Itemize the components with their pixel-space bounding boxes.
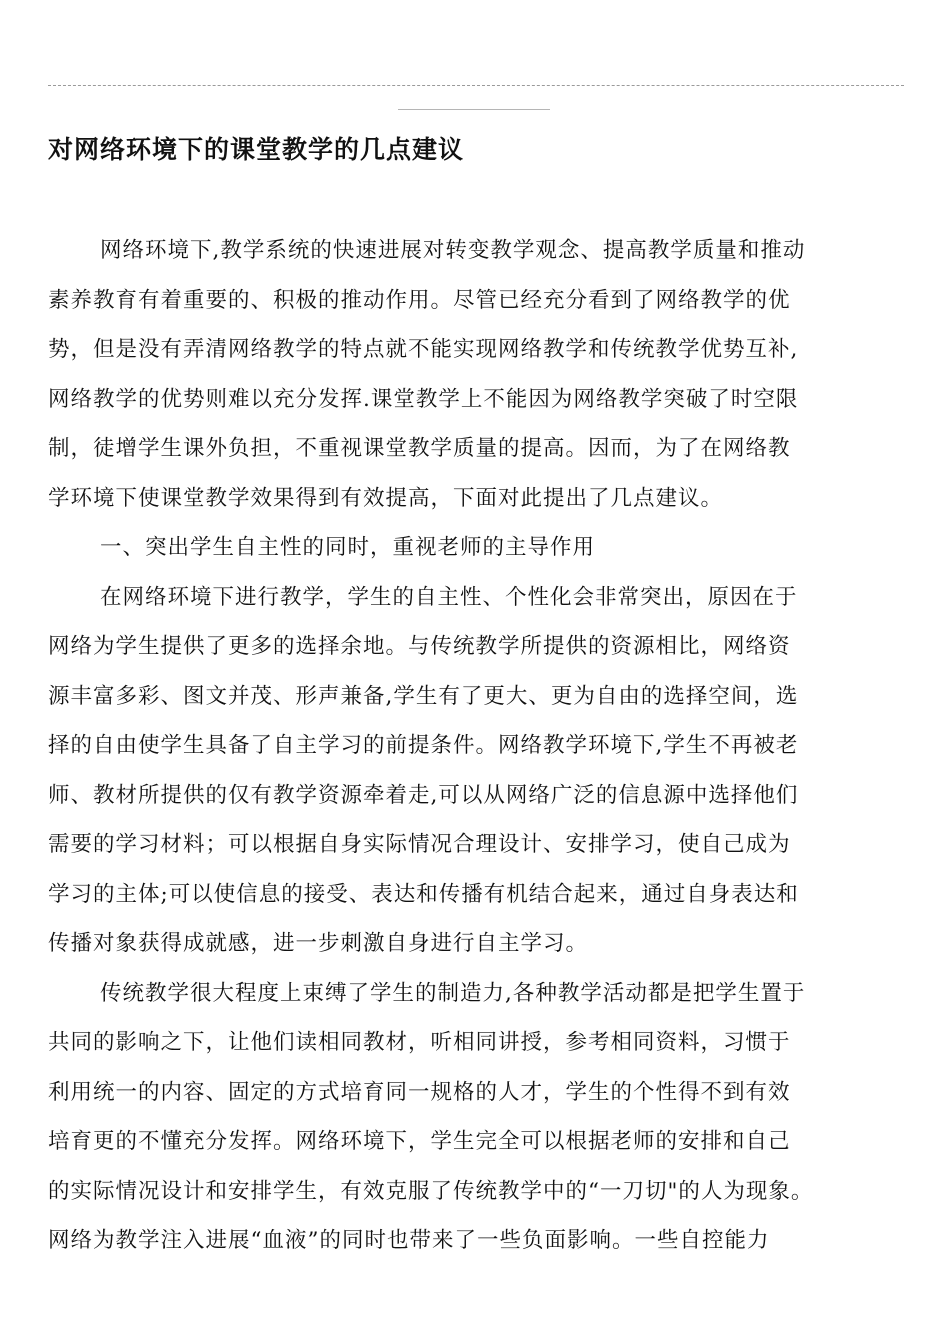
paragraph-line: 学环境下使课堂教学效果得到有效提高，下面对此提出了几点建议。 bbox=[48, 485, 724, 511]
paragraph-line: 源丰富多彩、图文并茂、形声兼备,学生有了更大、更为自由的选择空间，选 bbox=[48, 683, 799, 709]
paragraph-line: 网络教学的优势则难以充分发挥.课堂教学上不能因为网络教学突破了时空限 bbox=[48, 386, 799, 412]
paragraph-line: 师、教材所提供的仅有教学资源牵着走,可以从网络广泛的信息源中选择他们 bbox=[48, 782, 799, 808]
paragraph-line: 共同的影响之下，让他们读相同教材，听相同讲授，参考相同资料，习惯于 bbox=[48, 1030, 791, 1055]
paragraph-line: 传播对象获得成就感，进一步刺激自身进行自主学习。 bbox=[48, 931, 589, 956]
paragraph-line: 网络环境下,教学系统的快速进展对转变教学观念、提高教学质量和推动 bbox=[100, 238, 806, 263]
paragraph-line: 素养教育有着重要的、积极的推动作用。尽管已经充分看到了网络教学的优 bbox=[48, 287, 791, 313]
paragraph-line: 的实际情况设计和安排学生，有效克服了传统教学中的“一刀切"的人为现象。 bbox=[48, 1178, 814, 1204]
header-short-rule bbox=[398, 109, 550, 110]
paragraph-line: 择的自由使学生具备了自主学习的前提条件。网络教学环境下,学生不再被老 bbox=[48, 733, 799, 758]
header-divider bbox=[48, 85, 904, 86]
paragraph-line: 制，徒增学生课外负担，不重视课堂教学质量的提高。因而，为了在网络教 bbox=[48, 436, 791, 461]
paragraph-line: 利用统一的内容、固定的方式培育同一规格的人才，学生的个性得不到有效 bbox=[48, 1079, 791, 1105]
paragraph-line: 传统教学很大程度上束缚了学生的制造力,各种教学活动都是把学生置于 bbox=[100, 980, 806, 1006]
document-body bbox=[48, 226, 904, 1266]
paragraph-line: 需要的学习材料；可以根据自身实际情况合理设计、安排学习，使自己成为 bbox=[48, 832, 791, 857]
paragraph-line: 在网络环境下进行教学，学生的自主性、个性化会非常突出，原因在于 bbox=[100, 584, 798, 610]
paragraph-line: 培育更的不懂充分发挥。网络环境下，学生完全可以根据老师的安排和自己 bbox=[48, 1129, 791, 1154]
section-heading: 一、突出学生自主性的同时，重视老师的主导作用 bbox=[100, 535, 596, 560]
document-title: 对网络环境下的课堂教学的几点建议 bbox=[48, 135, 465, 164]
paragraph-line: 网络为学生提供了更多的选择余地。与传统教学所提供的资源相比，网络资 bbox=[48, 634, 791, 659]
paragraph-line: 网络为教学注入进展“血液”的同时也带来了一些负面影响。一些自控能力 bbox=[48, 1228, 770, 1253]
paragraph-line: 学习的主体;可以使信息的接受、表达和传播有机结合起来，通过自身表达和 bbox=[48, 881, 799, 907]
paragraph-line: 势，但是没有弄清网络教学的特点就不能实现网络教学和传统教学优势互补, bbox=[48, 337, 799, 362]
